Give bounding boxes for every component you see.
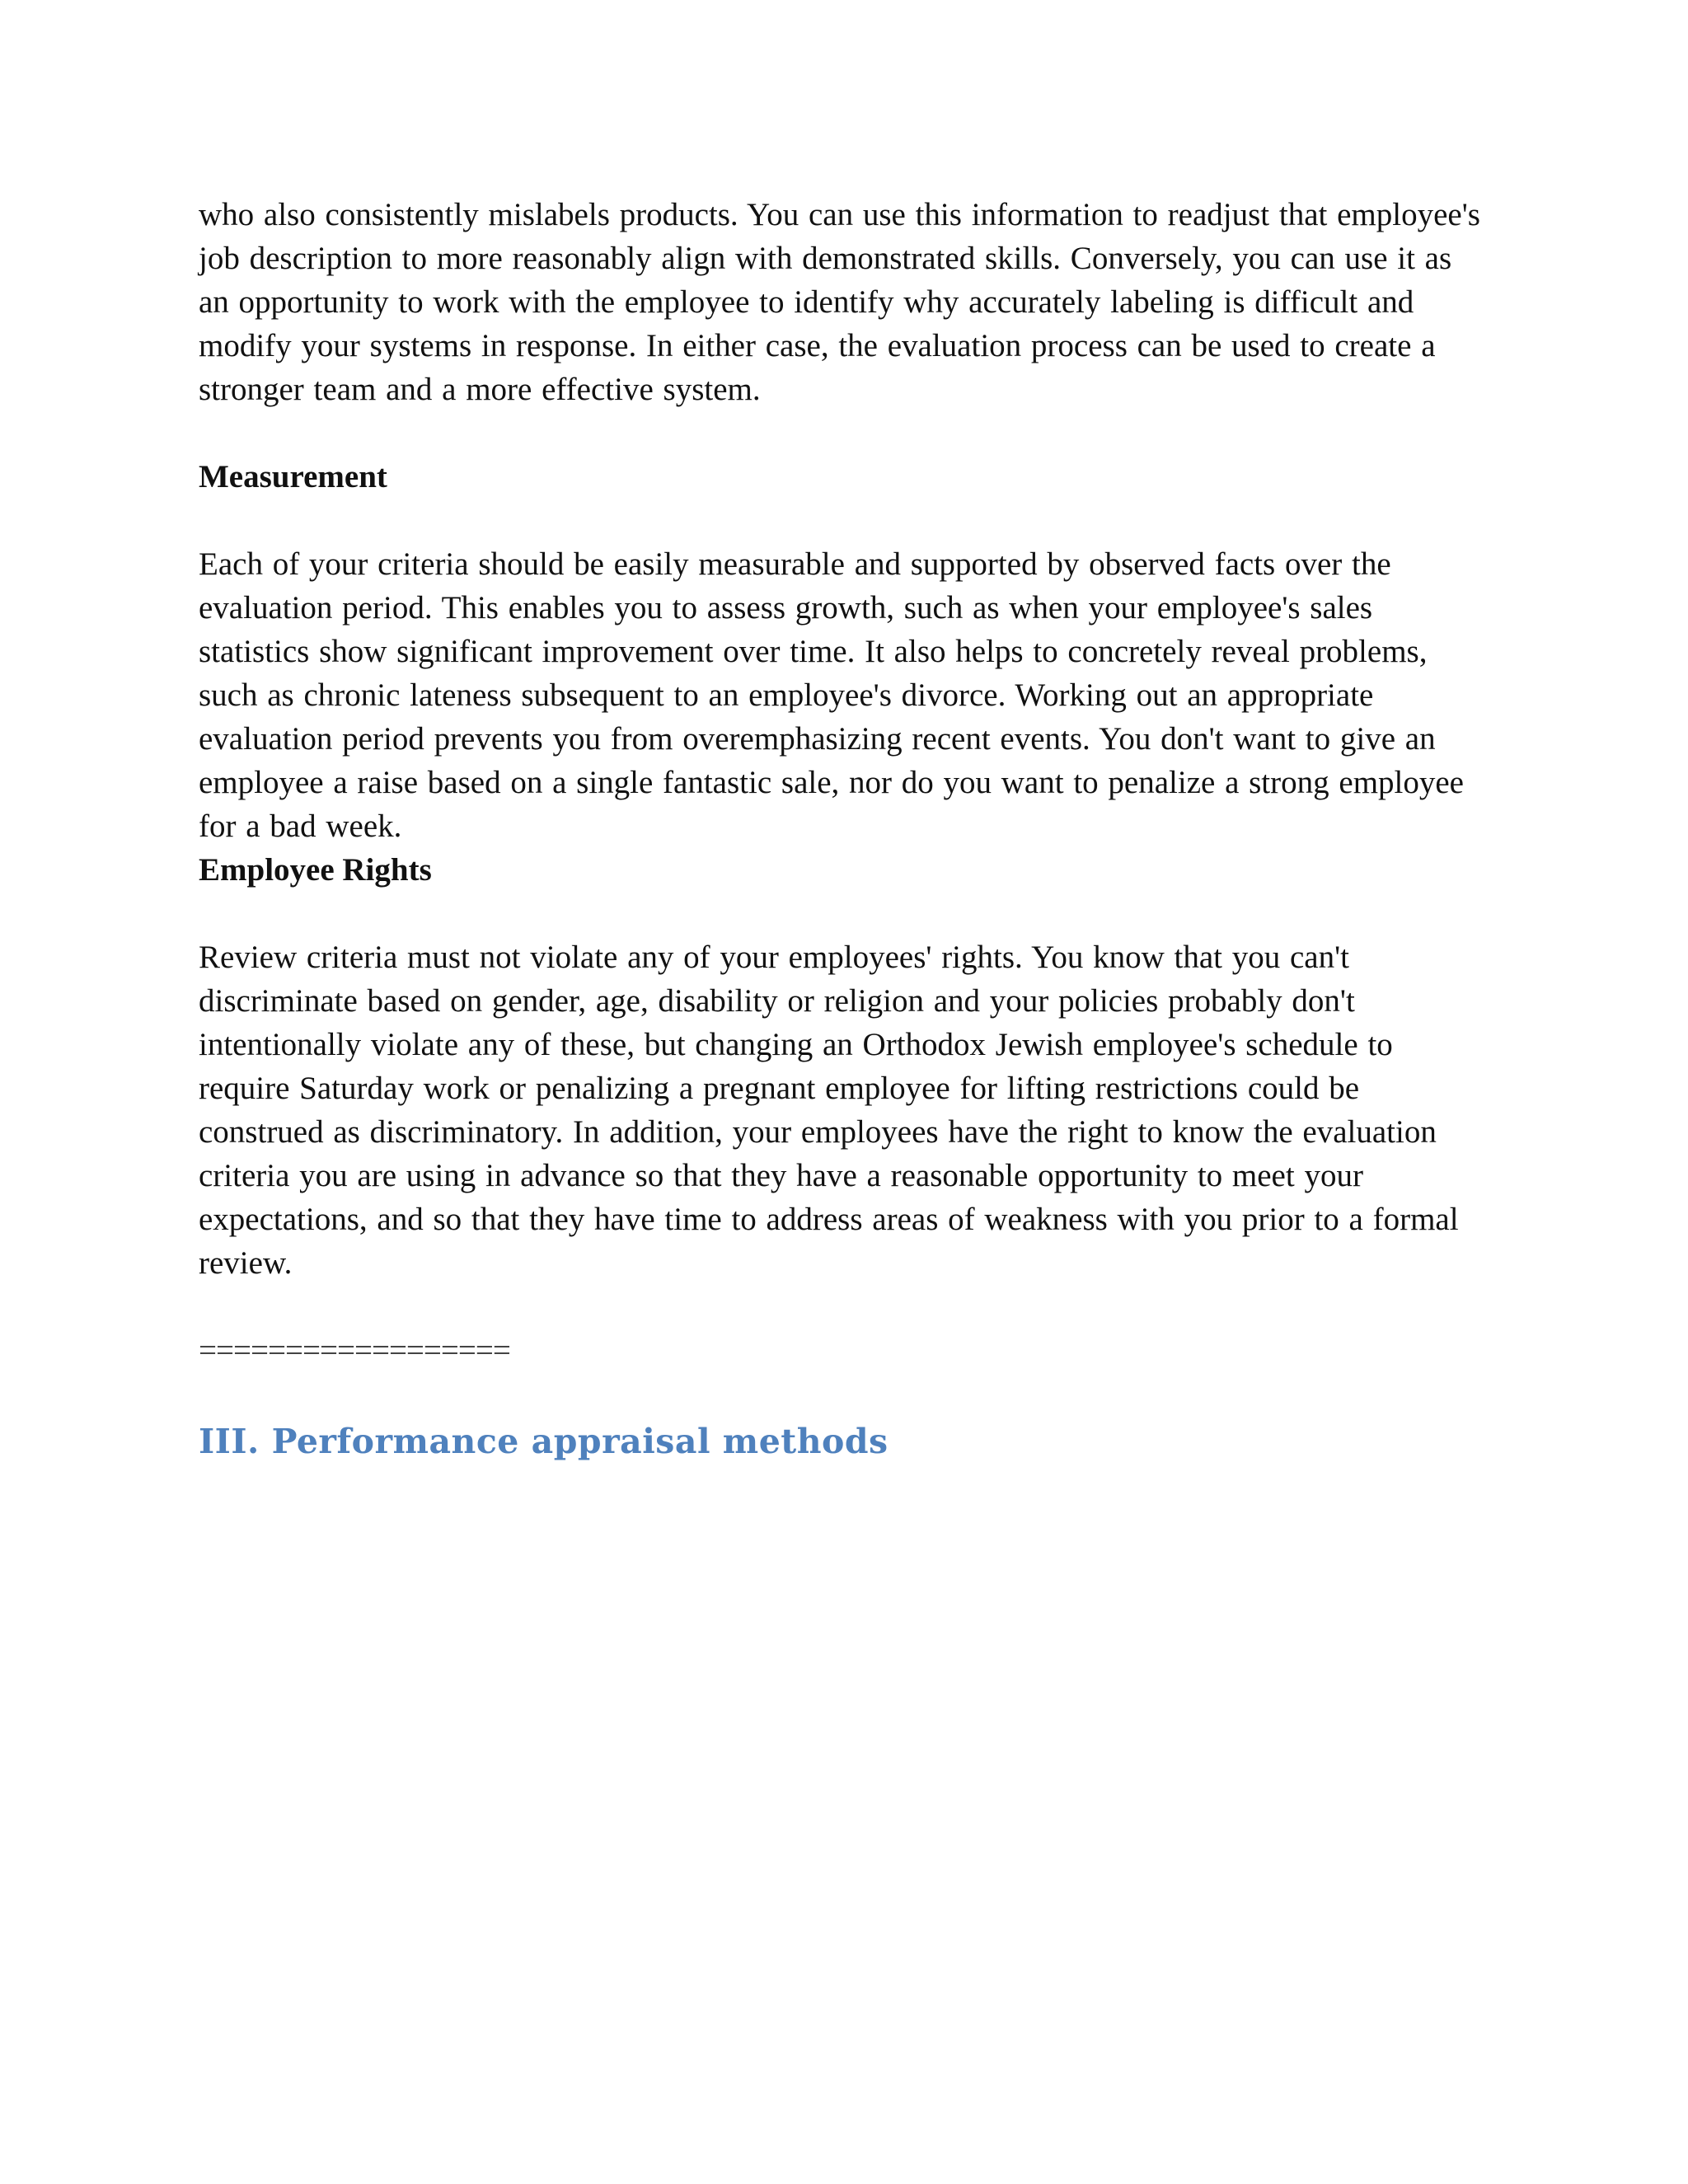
spacer — [199, 411, 1489, 455]
document-page — [199, 193, 1489, 1465]
employee-rights-heading: Employee Rights — [199, 852, 432, 888]
section-title: III. Performance appraisal methods — [199, 1422, 889, 1461]
separator-line: ================== — [199, 1333, 510, 1368]
intro-paragraph: who also consistently mislabels products. You can use this information to readjust that employee's job description to more reasonably align with demonstrated skills. Conversely, you can use it as an opportunity to work with the employee to identify why accurately labeling is difficult and modify your systems in response. In either case, the evaluation process can be used to create a stronger team and a more effective system. — [199, 197, 1480, 407]
spacer — [199, 1285, 1489, 1329]
measurement-paragraph: Each of your criteria should be easily measurable and supported by observed facts over the evaluation period. This enables you to assess growth, such as when your employee's sales statistics show significant improvement over time. It also helps to concretely reveal problems, such as chronic lateness subsequent to an employee's divorce. Working out an appropriate evaluation period prevents you from overemphasizing recent events. You don't want to give an employee a raise based on a single fantastic sale, nor do you want to penalize a strong employee for a bad week. — [199, 546, 1464, 844]
employee-rights-paragraph: Review criteria must not violate any of your employees' rights. You know that you can't discriminate based on gender, age, disability or religion and your policies probably don't intentionally violate any of these, but changing an Orthodox Jewish employee's schedule to require Saturday work or penalizing a pregnant employee for lifting restrictions could be construed as discriminatory. In addition, your employees have the right to know the evaluation criteria you are using in advance so that they have a reasonable opportunity to meet your expectations, and so that they have time to address areas of weakness with you prior to a formal review. — [199, 940, 1459, 1281]
measurement-heading: Measurement — [199, 459, 387, 494]
spacer — [199, 892, 1489, 935]
spacer — [199, 499, 1489, 542]
